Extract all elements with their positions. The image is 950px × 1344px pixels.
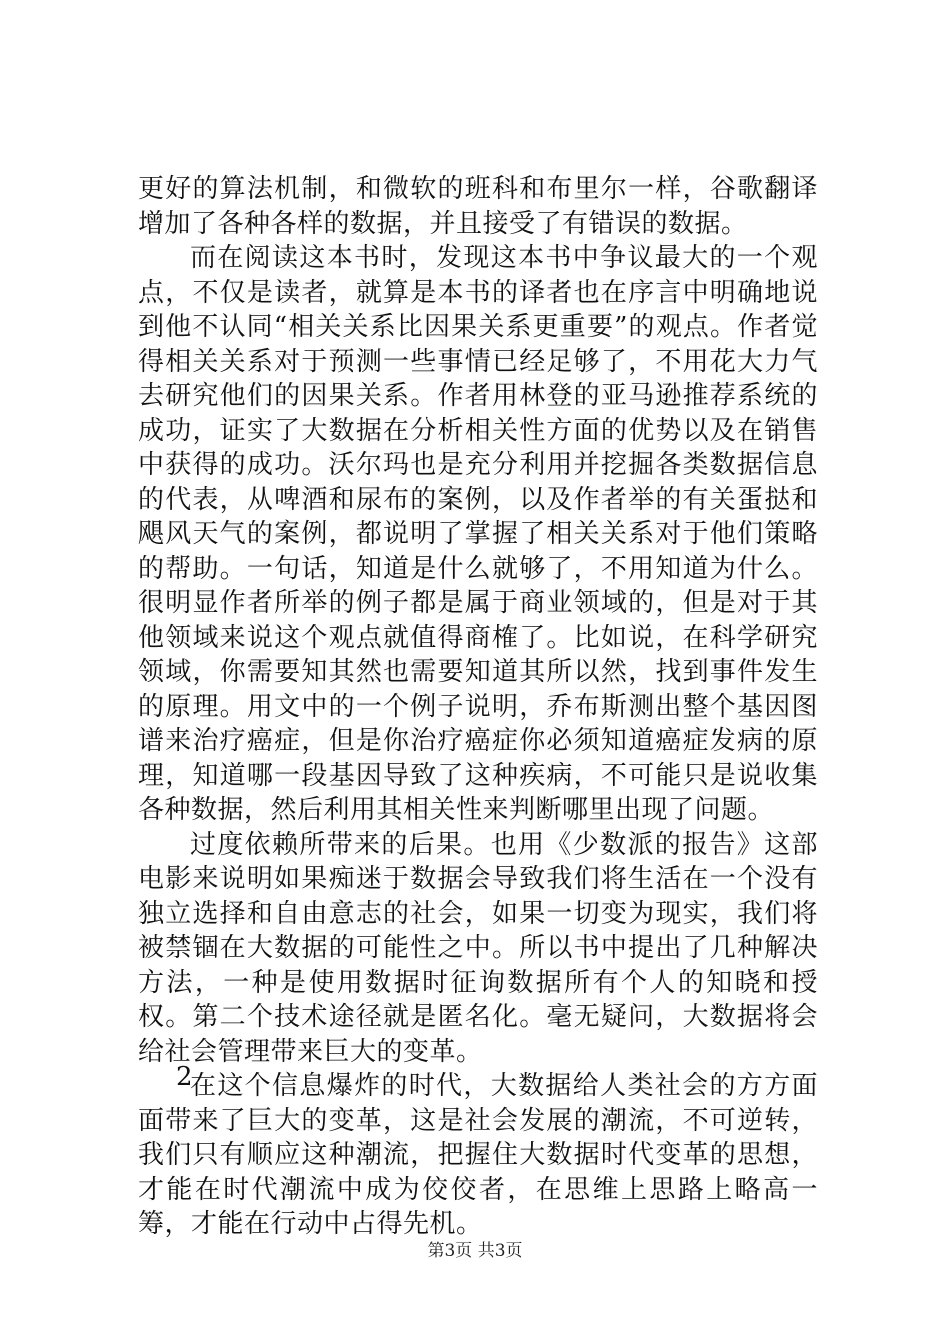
page-marker: 2 — [176, 1062, 193, 1092]
paragraph-4: 在这个信息爆炸的时代，大数据给人类社会的方方面面带来了巨大的变革，这是社会发展的潮流，不可逆转，我们只有顺应这种潮流，把握住大数据时代变革的思想，才能在时代潮流中成为佼佼者，在思维上思路上略高一筹，才能在行动中占得先机。 — [138, 1071, 818, 1239]
page-footer: 第3页 共3页 — [427, 1241, 523, 1261]
paragraph-1: 更好的算法机制，和微软的班科和布里尔一样，谷歌翻译增加了各种各样的数据，并且接受了有错误的数据。 — [138, 174, 818, 239]
paragraph-2: 而在阅读这本书时，发现这本书中争议最大的一个观点，不仅是读者，就算是本书的译者也在序言中明确地说到他不认同“相关关系比因果关系更重要”的观点。作者觉得相关关系对于预测一些事情已经足够了，不用花大力气去研究他们的因果关系。作者用林登的亚马逊推荐系统的成功，证实了大数据在分析相关性方面的优势以及在销售中获得的成功。沃尔玛也是充分利用并挖掘各类数据信息的代表，从啤酒和尿布的案例，以及作者举的有关蛋挞和飓风天气的案例，都说明了掌握了相关关系对于他们策略的帮助。一句话，知道是什么就够了，不用知道为什么。很明显作者所举的例子都是属于商业领域的，但是对于其他领域来说这个观点就值得商榷了。比如说，在科学研究领域，你需要知其然也需要知道其所以然，找到事件发生的原理。用文中的一个例子说明，乔布斯测出整个基因图谱来治疗癌症，但是你治疗癌症你必须知道癌症发病的原理，知道哪一段基因导致了这种疾病，不可能只是说收集各种数据，然后利用其相关性来判断哪里出现了问题。 — [138, 243, 818, 825]
body-text — [138, 172, 818, 1242]
paragraph-3: 过度依赖所带来的后果。也用《少数派的报告》这部电影来说明如果痴迷于数据会导致我们将生活在一个没有独立选择和自由意志的社会，如果一切变为现实，我们将被禁锢在大数据的可能性之中。所以书中提出了几种解决方法，一种是使用数据时征询数据所有个人的知晓和授权。第二个技术途径就是匿名化。毫无疑问，大数据将会给社会管理带来巨大的变革。 — [138, 829, 818, 1067]
